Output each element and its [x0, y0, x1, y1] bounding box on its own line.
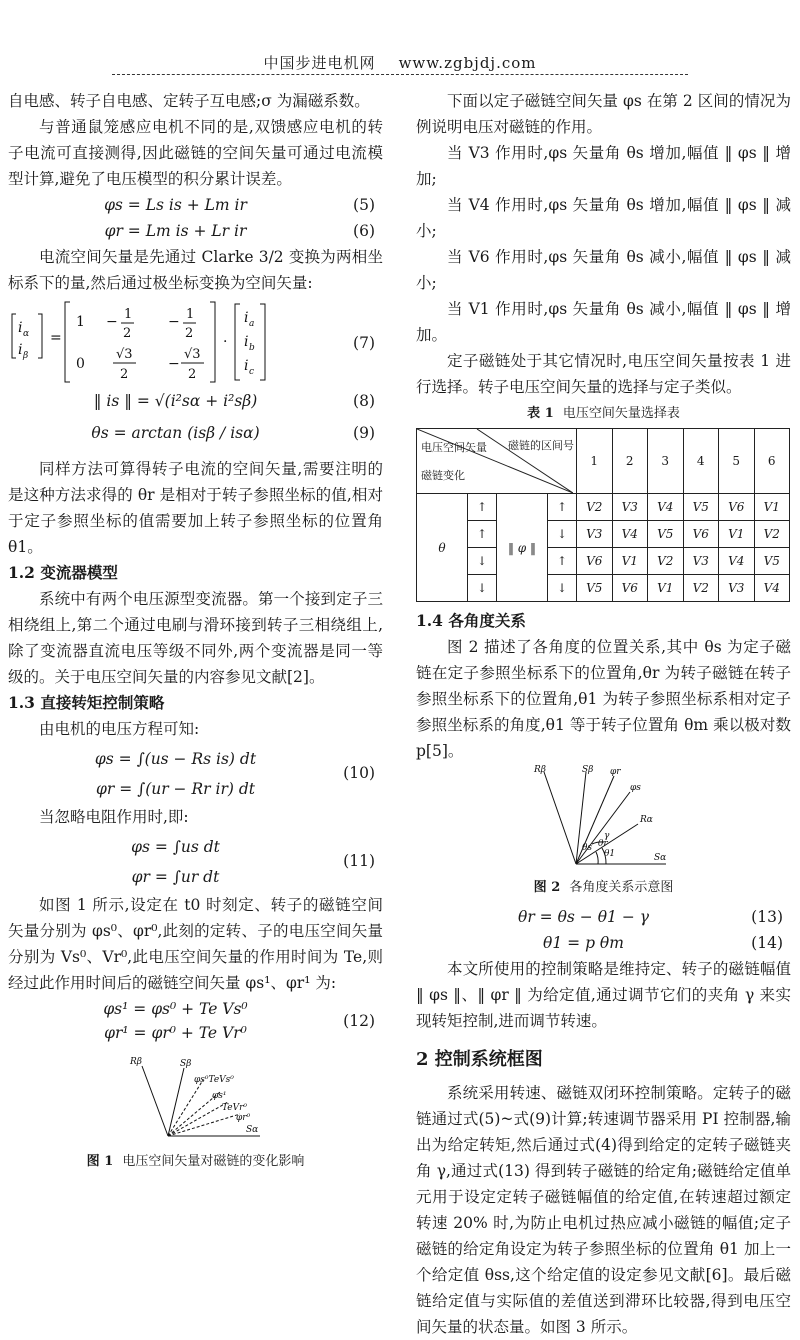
heading-1-3: 1.3 直接转矩控制策略 [8, 693, 165, 712]
svg-text:θr: θr [598, 839, 608, 849]
figure-1-caption: 图 1 电压空间矢量对磁链的变化影响 [86, 1154, 305, 1169]
svg-text:·: · [223, 334, 228, 350]
para-intro: 自电感、转子自电感、定转子互电感;σ 为漏磁系数。 [8, 92, 370, 110]
heading-2: 2 控制系统框图 [416, 1049, 543, 1070]
svg-text:1: 1 [186, 307, 195, 322]
table-col-header: 2 [612, 429, 648, 494]
svg-text:φs⁰TeVs⁰: φs⁰TeVs⁰ [194, 1075, 234, 1085]
para-strategy: 本文所使用的控制策略是维持定、转子的磁链幅值 ‖ φs ‖、‖ φr ‖ 为给定值,通过调节它们的夹角 γ 来实现转矩控制,进而调节转速。 [416, 960, 791, 1030]
table-col-header: 3 [648, 429, 684, 494]
svg-text:0: 0 [76, 356, 85, 372]
para-converter: 系统中有两个电压源型变流器。第一个接到定子三相绕组上,第二个通过电刷与滑环接到转子三相绕组上,除了变流器直流电压等级不同外,两个变流器是同一等级的。关于电压空间矢量的内容参见文献[2]。 [8, 590, 383, 686]
svg-text:=: = [50, 330, 62, 346]
para-other-cases: 定子磁链处于其它情况时,电压空间矢量按表 1 进行选择。转子电压空间矢量的选择与定子类似。 [416, 352, 791, 396]
svg-text:φs¹: φs¹ [212, 1091, 227, 1101]
svg-text:√3: √3 [116, 347, 133, 362]
svg-text:1: 1 [124, 307, 133, 322]
table-phi-cell: ‖ φ ‖ [497, 494, 548, 602]
svg-text:i: i [244, 358, 249, 374]
svg-text:2: 2 [120, 367, 129, 382]
svg-text:θ1: θ1 [604, 849, 616, 859]
svg-text:a: a [249, 319, 255, 329]
para-same-method: 同样方法可算得转子电流的空间矢量,需要注明的是这种方法求得的 θr 是相对于转子参照坐标的值,相对于定子参照坐标的值需要加上转子参照坐标的位置角 θ1。 [8, 460, 383, 556]
figure-2-diagram [416, 764, 791, 870]
equation-10: φs = ∫(us − Rs is) dt φr = ∫(ur − Rr ir) dt (10) [94, 750, 375, 798]
header-rule [112, 74, 688, 75]
svg-text:i: i [18, 320, 23, 336]
para-figure-1: 如图 1 所示,设定在 t0 时刻定、转子的磁链空间矢量分别为 φs⁰、φr⁰,此刻的定转、子的电压空间矢量分别为 Vs⁰、Vr⁰,此电压空间矢量的作用时间为 Te,则经过此作用时间后的磁链空间矢量 φs¹、φr¹ 为: [8, 896, 383, 992]
equation-11: φs = ∫us dt φr = ∫ur dt (11) [131, 838, 375, 886]
svg-text:i: i [18, 342, 23, 358]
svg-text:i: i [244, 310, 249, 326]
table-col-header: 5 [719, 429, 755, 494]
figure-2-caption: 图 2 各角度关系示意图 [533, 880, 674, 895]
table-col-header: 6 [754, 429, 790, 494]
site-title: 中国步进电机网 [263, 54, 376, 72]
svg-text:Sβ: Sβ [180, 1059, 192, 1069]
equation-9: θs = arctan (isβ / isα) (9) [91, 424, 375, 442]
table-1-caption: 表 1 电压空间矢量选择表 [527, 406, 680, 421]
table-header-voltage: 电压空间矢量 [421, 441, 487, 454]
para-rotor-current: 与普通鼠笼感应电机不同的是,双馈感应电机的转子电流可直接测得,因此磁链的空间矢量可通过电流模型计算,避免了电压模型的积分累计误差。 [8, 118, 383, 188]
heading-1-2: 1.2 变流器模型 [8, 563, 118, 582]
para-voltage-eq: 由电机的电压方程可知: [39, 720, 200, 738]
svg-text:Rβ: Rβ [130, 1057, 142, 1067]
para-angles: 图 2 描述了各角度的位置关系,其中 θs 为定子磁链在定子参照坐标系下的位置角,θr 为转子磁链在转子参照坐标系下的位置角,θ1 为转子参照坐标系相对定子参照坐标系的角度,θ1 等于转子位置角 θm 乘以极对数 p[5]。 [416, 638, 791, 760]
equation-5: φs = Ls is + Lm ir (5) [104, 196, 375, 214]
equation-12: φs¹ = φs⁰ + Te Vs⁰ φr¹ = φr⁰ + Te Vr⁰ (12) [103, 1000, 375, 1042]
equation-7: i α i β = 1 − 1 2 − 1 2 0 √3 2 − √3 2 · i a i b i c (7) [8, 296, 383, 388]
svg-text:−: − [168, 314, 180, 330]
site-url: www.zgbjdj.com [398, 54, 537, 72]
figure-1-diagram [8, 1048, 383, 1144]
line-v6: 当 V6 作用时,φs 矢量角 θs 减小,幅值 ‖ φs ‖ 减小; [416, 248, 791, 292]
table-row: ↓ ↓ V5 V6 V1 V2 V3 V4 [417, 575, 790, 602]
svg-text:√3: √3 [184, 347, 201, 362]
svg-text:φr: φr [610, 767, 621, 777]
table-row: θ ↑ ‖ φ ‖ ↑ V2 V3 V4 V5 V6 V1 [417, 494, 790, 521]
svg-text:c: c [249, 367, 255, 377]
svg-text:θs: θs [582, 843, 593, 853]
svg-text:Rβ: Rβ [534, 765, 546, 775]
left-column [8, 88, 383, 1172]
svg-text:γ: γ [604, 831, 610, 841]
svg-text:TeVr⁰: TeVr⁰ [222, 1103, 248, 1113]
table-row: ↓ ↑ V6 V1 V2 V3 V4 V5 [417, 548, 790, 575]
svg-text:φr⁰: φr⁰ [236, 1113, 251, 1123]
page-header [0, 50, 800, 76]
para-system: 系统采用转速、磁链双闭环控制策略。定转子的磁链通过式(5)~式(9)计算;转速调节器采用 PI 控制器,输出为给定转矩,然后通过式(4)得到给定的定转子磁链夹角 γ,通过式(13) 得到转子磁链的给定角;磁链给定值单元用于设定定转子磁链幅值的给定值,在转速超过额定转速 20% 时,为防止电机过热应减小磁链的幅值;定子磁链的给定角设定为转子参照坐标的位置角 θ1 加上一个给定值 θss,这个给定值的设定参见文献[6]。最后磁链给定值与实际值的差值送到滞环比较器,得到电压空间矢量的状态量。如图 3 所示。 [416, 1084, 791, 1336]
equation-6: φr = Lm is + Lr ir (6) [104, 222, 375, 240]
para-clarke: 电流空间矢量是先通过 Clarke 3/2 变换为两相坐标系下的量,然后通过极坐标变换为空间矢量: [8, 248, 383, 292]
svg-text:i: i [244, 334, 249, 350]
heading-1-4: 1.4 各角度关系 [416, 611, 526, 630]
svg-text:Sα: Sα [246, 1125, 259, 1135]
svg-text:Rα: Rα [640, 815, 653, 825]
table-header-interval: 磁链的区间号 [508, 439, 574, 452]
table-theta-cell: θ [417, 494, 468, 602]
svg-text:β: β [23, 351, 29, 361]
equation-14: θ1 = p θm (14) [543, 934, 783, 952]
svg-text:φs: φs [630, 783, 641, 793]
svg-text:−: − [106, 314, 118, 330]
para-example: 下面以定子磁链空间矢量 φs 在第 2 区间的情况为例说明电压对磁链的作用。 [416, 92, 791, 136]
para-ignore-resistance: 当忽略电阻作用时,即: [39, 808, 189, 826]
line-v1: 当 V1 作用时,φs 矢量角 θs 减小,幅值 ‖ φs ‖ 增加。 [416, 300, 791, 344]
table-col-header: 1 [577, 429, 613, 494]
svg-text:1: 1 [76, 314, 85, 330]
svg-text:Sβ: Sβ [582, 765, 594, 775]
line-v3: 当 V3 作用时,φs 矢量角 θs 增加,幅值 ‖ φs ‖ 增加; [416, 144, 791, 188]
table-row: ↑ ↓ V3 V4 V5 V6 V1 V2 [417, 521, 790, 548]
svg-text:α: α [23, 329, 30, 339]
equation-8: ‖ is ‖ = √(i²sα + i²sβ) (8) [93, 392, 375, 410]
svg-text:2: 2 [123, 326, 132, 341]
svg-text:2: 2 [188, 367, 197, 382]
svg-text:b: b [249, 343, 255, 353]
line-v4: 当 V4 作用时,φs 矢量角 θs 增加,幅值 ‖ φs ‖ 减小; [416, 196, 791, 240]
svg-text:2: 2 [185, 326, 194, 341]
table-header-flux-change: 磁链变化 [421, 469, 465, 482]
clarke-matrix [8, 296, 383, 388]
equation-13: θr = θs − θ1 − γ (13) [517, 908, 783, 926]
table-col-header: 4 [683, 429, 719, 494]
svg-text:Sα: Sα [654, 853, 667, 863]
right-column [416, 88, 791, 1340]
table-1 [416, 428, 790, 602]
svg-text:−: − [168, 356, 180, 372]
